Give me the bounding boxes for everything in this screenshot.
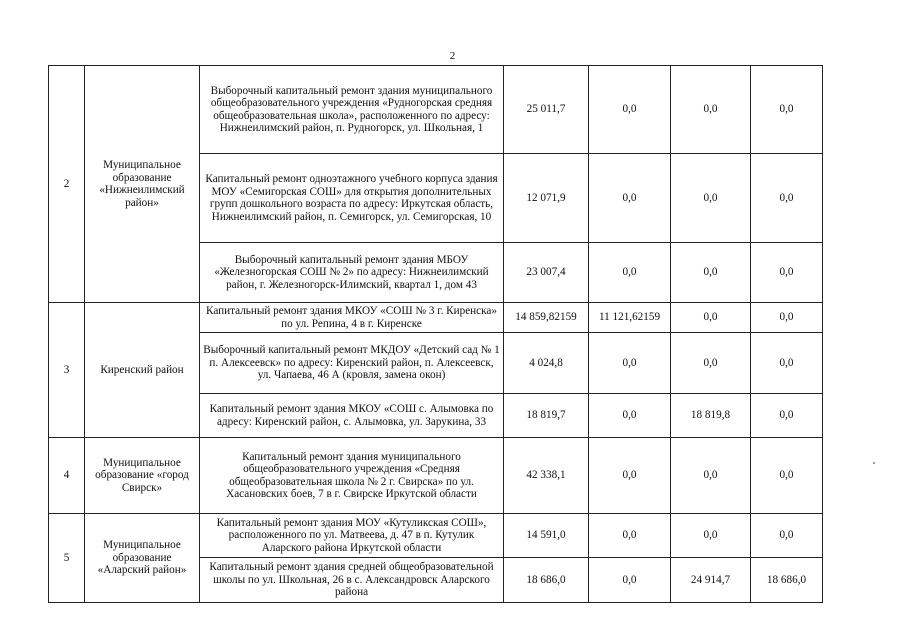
project-description-cell: Капитальный ремонт здания МКОУ «СОШ № 3 г. Киренска» по ул. Репина, 4 в г. Киренске [200, 303, 504, 333]
amount-cell-3: 24 914,7 [671, 558, 751, 603]
amount-cell-4: 0,0 [751, 66, 823, 154]
municipality-cell: Муниципальное образование «Нижнеилимский район» [85, 66, 200, 303]
project-description-cell: Выборочный капитальный ремонт МКДОУ «Детский сад № 1 п. Алексеевск» по адресу: Киренский район, п. Алексеевск, ул. Чапаева, 46 А (кровля, замена окон) [200, 333, 504, 394]
amount-cell-3: 0,0 [671, 303, 751, 333]
row-number-cell: 3 [49, 303, 85, 438]
amount-cell-3: 0,0 [671, 154, 751, 243]
amount-cell-1: 12 071,9 [504, 154, 589, 243]
amount-cell-1: 18 686,0 [504, 558, 589, 603]
amount-cell-1: 4 024,8 [504, 333, 589, 394]
project-description-cell: Капитальный ремонт здания МОУ «Кутуликская СОШ», расположенного по ул. Матвеева, д. 47 в п. Кутулик Аларского района Иркутской области [200, 514, 504, 558]
amount-cell-2: 0,0 [589, 333, 671, 394]
row-number-cell: 5 [49, 514, 85, 603]
municipality-cell: Муниципальное образование «Аларский район» [85, 514, 200, 603]
project-description-cell: Капитальный ремонт одноэтажного учебного корпуса здания МОУ «Семигорская СОШ» для открытия дополнительных групп дошкольного возраста по адресу: Иркутская область, Нижнеилимский район, п. Семигорск, ул. Семигорская, 10 [200, 154, 504, 243]
amount-cell-3: 0,0 [671, 438, 751, 514]
amount-cell-4: 0,0 [751, 243, 823, 303]
project-description-cell: Капитальный ремонт здания муниципального общеобразовательного учреждения «Средняя общеобразовательная школа № 2 г. Свирска» по ул. Хасановских боев, 7 в г. Свирске Иркутской области [200, 438, 504, 514]
amount-cell-4: 0,0 [751, 303, 823, 333]
amount-cell-4: 0,0 [751, 333, 823, 394]
scan-speck [873, 462, 875, 464]
amount-cell-4: 0,0 [751, 394, 823, 438]
amount-cell-2: 0,0 [589, 243, 671, 303]
amount-cell-2: 11 121,62159 [589, 303, 671, 333]
amount-cell-3: 0,0 [671, 243, 751, 303]
amount-cell-1: 14 591,0 [504, 514, 589, 558]
project-description-cell: Капитальный ремонт здания МКОУ «СОШ с. Алымовка по адресу: Киренский район, с. Алымовка, ул. Зарукина, 33 [200, 394, 504, 438]
row-number-cell: 2 [49, 66, 85, 303]
amount-cell-4: 0,0 [751, 514, 823, 558]
table-row [49, 66, 823, 154]
amount-cell-1: 18 819,7 [504, 394, 589, 438]
capital-repair-table [48, 65, 823, 603]
amount-cell-1: 23 007,4 [504, 243, 589, 303]
amount-cell-2: 0,0 [589, 514, 671, 558]
amount-cell-1: 25 011,7 [504, 66, 589, 154]
amount-cell-1: 14 859,82159 [504, 303, 589, 333]
amount-cell-4: 18 686,0 [751, 558, 823, 603]
project-description-cell: Капитальный ремонт здания средней общеобразовательной школы по ул. Школьная, 26 в с. Александровск Аларского района [200, 558, 504, 603]
amount-cell-3: 0,0 [671, 333, 751, 394]
municipality-cell: Киренский район [85, 303, 200, 438]
municipality-cell: Муниципальное образование «город Свирск» [85, 438, 200, 514]
amount-cell-3: 0,0 [671, 514, 751, 558]
amount-cell-4: 0,0 [751, 154, 823, 243]
row-number-cell: 4 [49, 438, 85, 514]
table-row [49, 514, 823, 558]
amount-cell-2: 0,0 [589, 66, 671, 154]
amount-cell-1: 42 338,1 [504, 438, 589, 514]
project-description-cell: Выборочный капитальный ремонт здания муниципального общеобразовательного учреждения «Рудногорская средняя общеобразовательная школа», расположенного по адресу: Нижнеилимский район, п. Рудногорск, ул. Школьная, 1 [200, 66, 504, 154]
project-description-cell: Выборочный капитальный ремонт здания МБОУ «Железногорская СОШ № 2» по адресу: Нижнеилимский район, г. Железногорск-Илимский, квартал 1, дом 43 [200, 243, 504, 303]
amount-cell-4: 0,0 [751, 438, 823, 514]
page-number: 2 [449, 50, 456, 62]
amount-cell-3: 0,0 [671, 66, 751, 154]
amount-cell-2: 0,0 [589, 438, 671, 514]
table-row [49, 303, 823, 333]
amount-cell-2: 0,0 [589, 558, 671, 603]
table-row [49, 438, 823, 514]
amount-cell-2: 0,0 [589, 394, 671, 438]
amount-cell-3: 18 819,8 [671, 394, 751, 438]
amount-cell-2: 0,0 [589, 154, 671, 243]
